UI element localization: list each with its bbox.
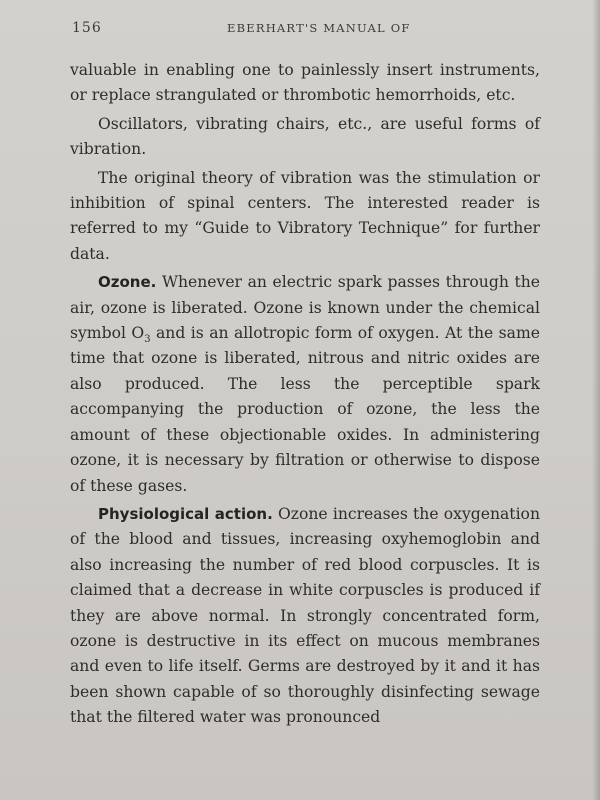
ozone-text-before: Whenever an electric spark passes through the air, ozone is liberated. Ozone is known under the chemical symbol O bbox=[70, 273, 540, 343]
ozone-text-after: and is an allotropic form of oxygen. At the same time that ozone is liberated, nitrous and nitric oxides are also produced. The less the perceptible spark accompanying the production of ozone, the less the amount of these objectionable oxides. In administering ozone, it is necessary by filtration or otherwise to dispose of these gases. bbox=[70, 324, 540, 495]
paragraph-continued: valuable in enabling one to painlessly insert instruments, or replace strangulated or thrombotic hemorrhoids, etc. bbox=[70, 61, 540, 105]
physiological-text: Ozone increases the oxygenation of the blood and tissues, increasing oxyhemoglobin and also increasing the number of red blood corpuscles. It is claimed that a decrease in white corpuscles is produced if they are above normal. In strongly concentrated form, ozone is destructive in its effect on mucous membranes and even to life itself. Germs are destroyed by it and it has been shown capable of so thoroughly disinfecting sewage that the filtered water was pronounced bbox=[70, 504, 540, 727]
ozone-heading: Ozone. bbox=[98, 273, 157, 292]
page-edge-shadow bbox=[592, 0, 600, 800]
running-head: EBERHART'S MANUAL OF bbox=[227, 21, 411, 35]
paragraph-oscillators: Oscillators, vibrating chairs, etc., are useful forms of vibration. bbox=[70, 114, 540, 159]
paragraph-ozone bbox=[70, 270, 540, 499]
paragraph-physiological-action bbox=[70, 502, 540, 731]
paragraph-theory: The original theory of vibration was the stimulation or inhibition of spinal centers. The interested reader is referred to my “Guide to Vibratory Technique” for further data. bbox=[70, 168, 540, 263]
page-number: 156 bbox=[72, 20, 102, 36]
ozone-subscript: 3 bbox=[144, 334, 151, 346]
page-header bbox=[72, 20, 544, 42]
body-text bbox=[70, 58, 540, 731]
physiological-heading: Physiological action. bbox=[98, 504, 273, 523]
